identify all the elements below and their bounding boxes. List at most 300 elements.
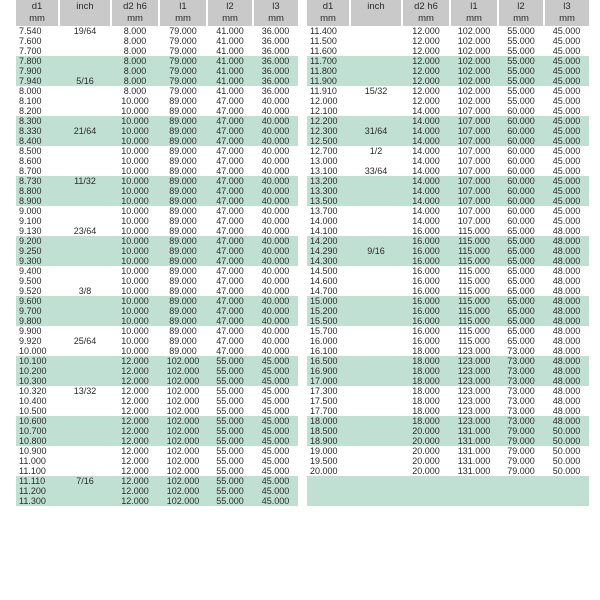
cell-l3: 40.000 — [261, 106, 290, 116]
header-d1-label: d1 — [322, 1, 334, 12]
cell-l1: 102.000 — [457, 36, 491, 46]
cell-d1: 8.700 — [19, 166, 42, 176]
cell-l2: 60.000 — [507, 216, 535, 226]
cell-d2 — [402, 476, 450, 486]
cell-l3: 48.000 — [552, 346, 581, 356]
cell-d2: 10.000 — [121, 96, 149, 106]
cell-d2: 10.000 — [121, 336, 149, 346]
table-row — [16, 306, 298, 316]
cell-inch — [59, 186, 111, 196]
table-row — [16, 66, 298, 76]
table-row — [16, 246, 298, 256]
cell-inch — [59, 146, 111, 156]
cell-inch — [350, 486, 402, 496]
cell-inch: 5/16 — [59, 76, 111, 86]
table-row — [16, 166, 298, 176]
table-row — [16, 496, 298, 506]
cell-l2: 60.000 — [507, 146, 535, 156]
cell-l2: 47.000 — [207, 316, 253, 326]
cell-inch — [59, 396, 111, 406]
table-row — [307, 206, 589, 216]
cell-d1: 9.800 — [16, 316, 59, 326]
table-row — [307, 296, 589, 306]
cell-d2: 12.000 — [412, 36, 440, 46]
cell-l3: 36.000 — [261, 86, 290, 96]
cell-inch: 1/2 — [369, 146, 383, 156]
cell-l2: 55.000 — [216, 386, 244, 396]
cell-d1: 16.500 — [307, 356, 350, 366]
cell-d2: 12.000 — [402, 56, 450, 66]
cell-d2: 10.000 — [111, 316, 159, 326]
cell-l3: 50.000 — [552, 466, 581, 476]
cell-l3: 40.000 — [253, 316, 298, 326]
cell-l1: 102.000 — [159, 436, 207, 446]
table-row — [16, 186, 298, 196]
cell-d1: 18.000 — [307, 416, 350, 426]
cell-l2: 60.000 — [498, 116, 544, 126]
cell-d2: 18.000 — [402, 376, 450, 386]
cell-l3: 45.000 — [552, 26, 581, 36]
cell-inch — [59, 276, 111, 286]
cell-inch — [350, 266, 402, 276]
cell-l2: 47.000 — [207, 176, 253, 186]
cell-l2: 55.000 — [207, 476, 253, 486]
cell-l2: 55.000 — [207, 496, 253, 506]
cell-l3: 48.000 — [544, 356, 589, 366]
cell-d1: 7.600 — [19, 36, 42, 46]
cell-d2: 14.000 — [402, 126, 450, 136]
table-row — [16, 386, 298, 396]
cell-l1: 123.000 — [450, 416, 498, 426]
table-row — [307, 286, 589, 296]
cell-l3: 45.000 — [544, 186, 589, 196]
cell-l1: 115.000 — [450, 296, 498, 306]
cell-l3 — [544, 486, 589, 496]
cell-d1: 12.100 — [310, 106, 338, 116]
cell-l1: 123.000 — [457, 346, 491, 356]
table-row — [16, 446, 298, 456]
table-row — [307, 186, 589, 196]
table-row — [16, 46, 298, 56]
table-row — [307, 256, 589, 266]
cell-inch: 11/32 — [59, 176, 111, 186]
table-row — [307, 36, 589, 46]
cell-l2: 47.000 — [216, 156, 244, 166]
table-row — [16, 206, 298, 216]
cell-l2 — [498, 486, 544, 496]
cell-l3: 50.000 — [552, 456, 581, 466]
cell-d1: 11.600 — [310, 46, 337, 56]
cell-l2: 65.000 — [507, 286, 535, 296]
table-header — [307, 0, 589, 26]
cell-l1: 89.000 — [169, 216, 197, 226]
table-row-empty — [307, 486, 589, 496]
cell-l3: 48.000 — [552, 326, 581, 336]
table-row — [16, 356, 298, 366]
cell-l3: 40.000 — [253, 126, 298, 136]
cell-l1: 123.000 — [457, 396, 491, 406]
cell-l2: 65.000 — [498, 306, 544, 316]
cell-l3: 40.000 — [261, 346, 290, 356]
cell-d1: 12.500 — [307, 136, 350, 146]
cell-l1: 115.000 — [458, 266, 490, 276]
cell-d2: 12.000 — [121, 446, 149, 456]
header-l1-label: l1 — [179, 1, 187, 12]
table-row — [16, 106, 298, 116]
cell-l3: 48.000 — [552, 336, 581, 346]
cell-l3: 45.000 — [261, 406, 290, 416]
cell-inch: 25/64 — [73, 336, 97, 346]
cell-l2: 55.000 — [216, 466, 244, 476]
cell-inch — [350, 466, 402, 476]
cell-l2: 65.000 — [498, 316, 544, 326]
cell-d2: 18.000 — [412, 406, 440, 416]
cell-l2: 47.000 — [207, 136, 253, 146]
cell-l1: 107.000 — [457, 206, 491, 216]
cell-l3: 40.000 — [261, 96, 290, 106]
cell-inch — [59, 116, 111, 126]
table-row — [307, 126, 589, 136]
cell-d2: 8.000 — [123, 26, 147, 36]
cell-d2: 12.000 — [412, 46, 440, 56]
cell-d2: 10.000 — [121, 346, 149, 356]
cell-d2: 12.000 — [121, 396, 149, 406]
table-row — [16, 296, 298, 306]
cell-inch — [350, 156, 402, 166]
cell-d1: 14.600 — [310, 276, 338, 286]
cell-d2: 10.000 — [121, 206, 149, 216]
cell-l2: 65.000 — [507, 276, 535, 286]
cell-l3: 45.000 — [544, 66, 589, 76]
cell-inch — [59, 66, 111, 76]
dimension-table-left — [16, 0, 298, 506]
cell-inch — [350, 26, 402, 36]
table-row — [307, 466, 589, 476]
cell-l2: 47.000 — [216, 166, 244, 176]
cell-d1: 9.500 — [19, 276, 42, 286]
cell-l2: 55.000 — [507, 46, 535, 56]
cell-l1: 107.000 — [450, 116, 498, 126]
cell-inch — [350, 76, 402, 86]
cell-l3: 48.000 — [552, 396, 581, 406]
cell-d2: 12.000 — [111, 496, 159, 506]
cell-l3: 45.000 — [552, 106, 581, 116]
cell-l1: 89.000 — [159, 236, 207, 246]
cell-d1: 12.300 — [307, 126, 350, 136]
cell-l1: 79.000 — [169, 86, 197, 96]
cell-d1: 11.100 — [19, 466, 46, 476]
cell-inch — [350, 136, 402, 146]
cell-l3: 40.000 — [253, 136, 298, 146]
cell-d1: 18.900 — [307, 436, 350, 446]
cell-inch — [59, 326, 111, 336]
cell-d1: 8.500 — [19, 146, 42, 156]
cell-l3: 40.000 — [253, 196, 298, 206]
cell-l1: 123.000 — [450, 376, 498, 386]
cell-d2: 12.000 — [111, 356, 159, 366]
cell-d1: 7.540 — [19, 26, 42, 36]
cell-l2: 47.000 — [216, 96, 244, 106]
cell-l2: 55.000 — [207, 366, 253, 376]
cell-l3: 48.000 — [552, 406, 581, 416]
cell-inch — [350, 206, 402, 216]
cell-l3: 45.000 — [253, 416, 298, 426]
cell-l1: 89.000 — [169, 286, 197, 296]
cell-l1: 115.000 — [458, 276, 490, 286]
cell-l2: 55.000 — [207, 486, 253, 496]
cell-l2: 60.000 — [507, 206, 535, 216]
cell-d2: 10.000 — [121, 276, 149, 286]
cell-d2: 14.000 — [412, 106, 440, 116]
cell-l2: 55.000 — [507, 36, 535, 46]
cell-d1: 14.100 — [310, 226, 338, 236]
table-row — [16, 156, 298, 166]
header-l1-unit: mm — [175, 13, 191, 24]
table-row — [307, 76, 589, 86]
cell-l3: 48.000 — [552, 266, 581, 276]
cell-l2: 60.000 — [498, 196, 544, 206]
cell-l2: 65.000 — [498, 246, 544, 256]
table-row — [16, 126, 298, 136]
cell-l3: 45.000 — [544, 116, 589, 126]
cell-l2: 41.000 — [207, 66, 253, 76]
cell-inch — [350, 226, 402, 236]
cell-l2: 47.000 — [216, 266, 244, 276]
cell-inch — [59, 46, 111, 56]
cell-l3: 40.000 — [261, 326, 290, 336]
header-d1-unit: mm — [320, 13, 336, 24]
cell-d1: 15.000 — [307, 296, 350, 306]
cell-l1: 89.000 — [159, 246, 207, 256]
cell-d2: 20.000 — [402, 436, 450, 446]
cell-l2: 47.000 — [216, 206, 244, 216]
cell-d1: 8.000 — [19, 86, 42, 96]
table-row — [307, 386, 589, 396]
cell-inch — [350, 56, 402, 66]
cell-l2: 60.000 — [498, 126, 544, 136]
cell-l2: 47.000 — [207, 296, 253, 306]
table-row — [16, 336, 298, 346]
cell-l3: 36.000 — [261, 26, 290, 36]
cell-l2: 47.000 — [216, 106, 244, 116]
cell-d2: 16.000 — [402, 296, 450, 306]
table-row — [307, 66, 589, 76]
cell-inch — [59, 166, 111, 176]
cell-l2: 47.000 — [216, 216, 244, 226]
cell-l3: 48.000 — [552, 276, 581, 286]
cell-l3: 45.000 — [552, 86, 581, 96]
cell-l3: 36.000 — [253, 56, 298, 66]
cell-inch — [350, 426, 402, 436]
cell-l1: 107.000 — [450, 176, 498, 186]
cell-l1: 107.000 — [450, 196, 498, 206]
cell-d1: 7.900 — [16, 66, 59, 76]
cell-l2: 55.000 — [207, 416, 253, 426]
cell-l2: 60.000 — [498, 176, 544, 186]
cell-l2: 55.000 — [207, 376, 253, 386]
cell-l1: 89.000 — [169, 146, 197, 156]
cell-d1: 14.700 — [310, 286, 338, 296]
cell-l1: 102.000 — [166, 386, 200, 396]
cell-l2: 47.000 — [207, 236, 253, 246]
cell-d1: 12.200 — [307, 116, 350, 126]
cell-inch: 31/64 — [350, 126, 402, 136]
cell-l2: 47.000 — [216, 326, 244, 336]
cell-d1: 10.700 — [16, 426, 59, 436]
cell-inch — [350, 216, 402, 226]
table-row — [307, 316, 589, 326]
table-row — [16, 236, 298, 246]
cell-d2: 18.000 — [412, 386, 440, 396]
cell-l3: 40.000 — [253, 236, 298, 246]
table-row — [307, 396, 589, 406]
cell-l1: 131.000 — [450, 436, 498, 446]
cell-d1: 17.300 — [310, 386, 338, 396]
header-l2-label: l2 — [226, 1, 234, 12]
cell-d1: 11.500 — [310, 36, 337, 46]
cell-l3: 45.000 — [552, 96, 581, 106]
cell-d1: 8.730 — [16, 176, 59, 186]
cell-l3: 48.000 — [544, 366, 589, 376]
cell-l3: 45.000 — [253, 356, 298, 366]
cell-d2: 8.000 — [111, 56, 159, 66]
cell-inch — [350, 106, 402, 116]
cell-l2: 60.000 — [498, 186, 544, 196]
cell-l3: 40.000 — [261, 216, 290, 226]
table-row — [307, 96, 589, 106]
cell-l3: 45.000 — [253, 476, 298, 486]
cell-d1: 15.500 — [307, 316, 350, 326]
cell-d1: 10.100 — [16, 356, 59, 366]
header-inch — [350, 0, 402, 26]
cell-inch — [59, 236, 111, 246]
cell-l1: 79.000 — [169, 26, 197, 36]
cell-inch — [350, 46, 402, 56]
cell-l2: 55.000 — [498, 76, 544, 86]
cell-l1: 102.000 — [457, 26, 491, 36]
cell-l1: 123.000 — [450, 366, 498, 376]
table-row — [307, 426, 589, 436]
table-row — [307, 136, 589, 146]
table-row — [16, 376, 298, 386]
cell-d2: 10.000 — [111, 136, 159, 146]
cell-l1: 102.000 — [159, 376, 207, 386]
cell-d2: 20.000 — [412, 456, 440, 466]
cell-d2: 14.000 — [402, 116, 450, 126]
table-row — [307, 26, 589, 36]
cell-l3: 45.000 — [544, 56, 589, 66]
cell-l2: 79.000 — [507, 466, 535, 476]
cell-l3 — [544, 476, 589, 486]
cell-l2: 73.000 — [507, 406, 535, 416]
cell-l1: 102.000 — [166, 466, 200, 476]
cell-d1: 20.000 — [310, 466, 338, 476]
table-row — [16, 276, 298, 286]
cell-l1 — [450, 496, 498, 506]
cell-l1: 89.000 — [159, 196, 207, 206]
cell-d2: 10.000 — [111, 246, 159, 256]
table-row — [16, 56, 298, 66]
table-row — [307, 196, 589, 206]
header-d2 — [111, 0, 159, 26]
header-l2-label: l2 — [517, 1, 525, 12]
cell-l1: 102.000 — [159, 416, 207, 426]
cell-l1: 102.000 — [166, 446, 200, 456]
cell-inch — [350, 256, 402, 266]
table-row — [307, 416, 589, 426]
cell-d2: 14.000 — [412, 166, 440, 176]
table-row — [16, 326, 298, 336]
cell-l1: 79.000 — [159, 66, 207, 76]
cell-d1: 8.330 — [16, 126, 59, 136]
table-row — [16, 26, 298, 36]
table-row — [307, 276, 589, 286]
cell-l1: 115.000 — [458, 286, 490, 296]
cell-d1: 11.910 — [310, 86, 337, 96]
cell-d1: 13.300 — [307, 186, 350, 196]
cell-l1: 89.000 — [169, 276, 197, 286]
cell-d1: 19.500 — [310, 456, 338, 466]
table-row — [16, 196, 298, 206]
cell-l3: 40.000 — [253, 296, 298, 306]
cell-inch — [59, 356, 111, 366]
cell-d2: 10.000 — [111, 306, 159, 316]
cell-l3: 48.000 — [544, 376, 589, 386]
cell-l2: 55.000 — [207, 426, 253, 436]
cell-l2: 41.000 — [216, 86, 244, 96]
cell-l3: 40.000 — [253, 186, 298, 196]
cell-l1: 89.000 — [169, 336, 197, 346]
table-row — [16, 316, 298, 326]
cell-inch — [59, 446, 111, 456]
cell-inch — [59, 346, 111, 356]
cell-l2: 41.000 — [216, 36, 244, 46]
table-row — [16, 406, 298, 416]
header-inch-label: inch — [367, 1, 385, 12]
cell-l1: 89.000 — [159, 306, 207, 316]
header-d1-unit: mm — [29, 13, 45, 24]
cell-d1: 10.900 — [19, 446, 47, 456]
cell-l1: 89.000 — [169, 266, 197, 276]
table-row — [16, 86, 298, 96]
cell-l3: 45.000 — [544, 126, 589, 136]
cell-d2: 16.000 — [402, 256, 450, 266]
cell-l2: 55.000 — [207, 356, 253, 366]
cell-d2: 10.000 — [121, 146, 149, 156]
cell-d2: 14.000 — [402, 196, 450, 206]
header-l3-unit: mm — [559, 13, 575, 24]
cell-l1: 102.000 — [450, 76, 498, 86]
cell-l2: 60.000 — [498, 136, 544, 146]
cell-d2: 10.000 — [121, 216, 149, 226]
header-l1-label: l1 — [470, 1, 478, 12]
cell-d2: 16.000 — [402, 236, 450, 246]
cell-d2: 10.000 — [111, 256, 159, 266]
cell-d1: 13.500 — [307, 196, 350, 206]
cell-l2: 65.000 — [507, 226, 535, 236]
cell-l1: 115.000 — [450, 246, 498, 256]
cell-l3: 48.000 — [544, 416, 589, 426]
cell-l2: 79.000 — [498, 436, 544, 446]
table-row — [307, 246, 589, 256]
cell-inch — [350, 386, 402, 396]
header-d1 — [307, 0, 350, 26]
cell-l3: 50.000 — [552, 446, 581, 456]
header-d2-label: d2 h6 — [414, 1, 438, 12]
cell-l2: 55.000 — [207, 436, 253, 446]
table-row — [307, 46, 589, 56]
cell-d1: 8.900 — [16, 196, 59, 206]
